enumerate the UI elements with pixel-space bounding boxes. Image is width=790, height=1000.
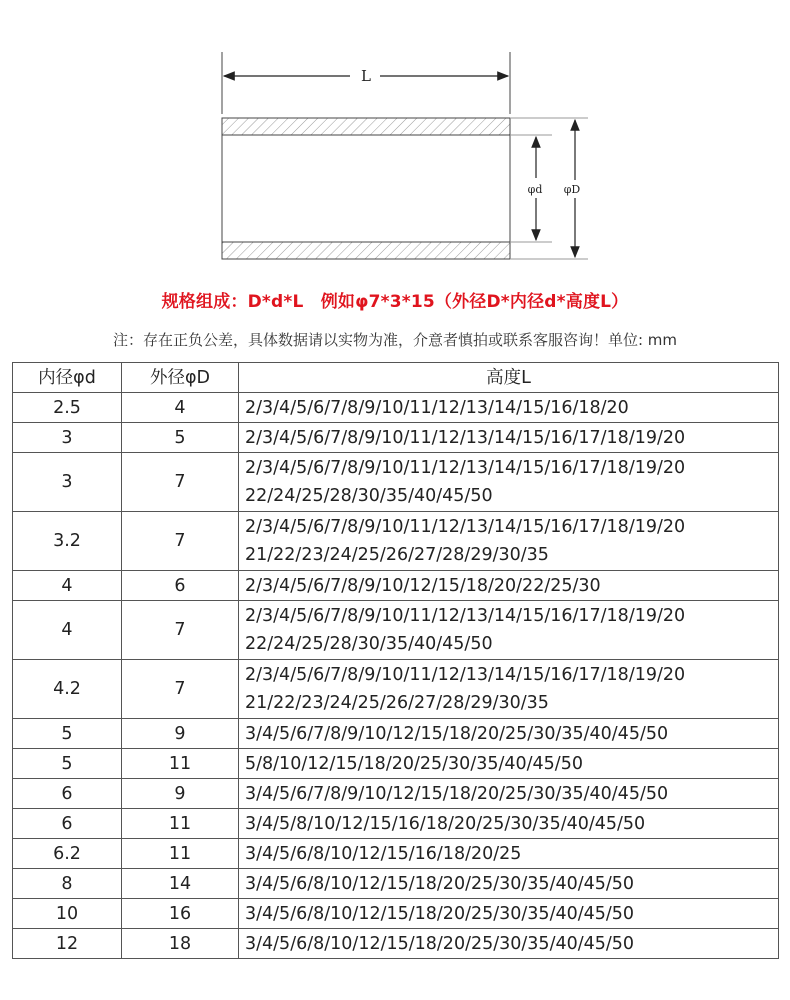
table-row [13,571,779,601]
cell-heights [239,719,779,749]
table-row [13,453,779,512]
cell-outer-diameter: 18 [122,929,239,959]
header-height: 高度L [239,363,779,393]
cell-outer-diameter: 9 [122,719,239,749]
height-values-line: 5/8/10/12/15/18/20/25/30/35/40/45/50 [245,753,583,774]
height-values-line: 2/3/4/5/6/7/8/9/10/11/12/13/14/15/16/18/20 [245,397,629,418]
cell-inner-diameter: 5 [13,749,122,779]
table-row [13,869,779,899]
cell-heights [239,453,779,512]
cell-outer-diameter: 5 [122,423,239,453]
cell-outer-diameter: 11 [122,839,239,869]
table-row [13,719,779,749]
cell-outer-diameter: 7 [122,601,239,660]
cell-heights [239,869,779,899]
height-values-line: 3/4/5/8/10/12/15/16/18/20/25/30/35/40/45/50 [245,813,646,834]
cell-heights [239,749,779,779]
table-row [13,660,779,719]
height-values-line: 2/3/4/5/6/7/8/9/10/11/12/13/14/15/16/17/18/19/20 [245,517,686,537]
outer-diameter-label: φD [563,183,581,196]
height-values-line: 3/4/5/6/8/10/12/15/18/20/25/30/35/40/45/50 [245,873,635,894]
cell-outer-diameter: 11 [122,749,239,779]
table-row [13,839,779,869]
height-values-line: 2/3/4/5/6/7/8/9/10/11/12/13/14/15/16/17/18/19/20 [245,427,686,448]
height-values-line: 3/4/5/6/8/10/12/15/18/20/25/30/35/40/45/50 [245,903,635,924]
cell-outer-diameter: 4 [122,393,239,423]
cell-inner-diameter: 3.2 [13,512,122,571]
height-values-line: 2/3/4/5/6/7/8/9/10/11/12/13/14/15/16/17/18/19/20 [245,458,686,478]
cell-heights [239,660,779,719]
table-row [13,749,779,779]
cell-outer-diameter: 7 [122,512,239,571]
cell-heights [239,393,779,423]
table-row [13,929,779,959]
table-row [13,601,779,660]
length-label: L [361,67,371,85]
cell-heights [239,839,779,869]
table-row [13,393,779,423]
tolerance-note: 注：存在正负公差，具体数据请以实物为准，介意者慎拍或联系客服咨询！单位: mm [112,331,678,349]
height-values-line: 22/24/25/28/30/35/40/45/50 [245,634,493,654]
cell-heights [239,601,779,660]
cell-outer-diameter: 14 [122,869,239,899]
cell-inner-diameter: 4 [13,601,122,660]
table-body [13,393,779,959]
cell-outer-diameter: 7 [122,660,239,719]
cell-inner-diameter: 6 [13,809,122,839]
tube-bore [222,135,510,242]
cell-heights [239,571,779,601]
cell-inner-diameter: 5 [13,719,122,749]
cell-inner-diameter: 8 [13,869,122,899]
height-values-line: 3/4/5/6/8/10/12/15/16/18/20/25 [245,843,522,864]
height-values-line: 2/3/4/5/6/7/8/9/10/12/15/18/20/22/25/30 [245,575,601,596]
cell-heights [239,899,779,929]
height-values-line: 3/4/5/6/8/10/12/15/18/20/25/30/35/40/45/50 [245,933,635,954]
height-values-line: 3/4/5/6/7/8/9/10/12/15/18/20/25/30/35/40/45/50 [245,783,669,804]
table-row [13,423,779,453]
cell-outer-diameter: 9 [122,779,239,809]
cell-heights [239,423,779,453]
cell-inner-diameter: 4 [13,571,122,601]
spec-format-line: 规格组成：D*d*L 例如φ7*3*15（外径D*内径d*高度L） [161,292,629,312]
cell-inner-diameter: 6 [13,779,122,809]
cell-outer-diameter: 6 [122,571,239,601]
cell-inner-diameter: 3 [13,453,122,512]
inner-diameter-label: φd [527,183,543,196]
cell-inner-diameter: 12 [13,929,122,959]
cell-inner-diameter: 3 [13,423,122,453]
table-row [13,809,779,839]
table-header-row [13,363,779,393]
table-row [13,512,779,571]
cell-inner-diameter: 4.2 [13,660,122,719]
cell-inner-diameter: 6.2 [13,839,122,869]
height-values-line: 21/22/23/24/25/26/27/28/29/30/35 [245,545,549,565]
cell-inner-diameter: 2.5 [13,393,122,423]
cell-outer-diameter: 16 [122,899,239,929]
cell-heights [239,809,779,839]
height-values-line: 22/24/25/28/30/35/40/45/50 [245,486,493,506]
height-values-line: 3/4/5/6/7/8/9/10/12/15/18/20/25/30/35/40/45/50 [245,723,669,744]
bushing-diagram [0,0,790,270]
table-row [13,899,779,929]
tube-wall-top [222,118,510,135]
cell-heights [239,929,779,959]
height-values-line: 2/3/4/5/6/7/8/9/10/11/12/13/14/15/16/17/18/19/20 [245,665,686,685]
size-spec-table [12,362,779,959]
cell-outer-diameter: 11 [122,809,239,839]
height-values-line: 21/22/23/24/25/26/27/28/29/30/35 [245,693,549,713]
cell-heights [239,779,779,809]
cell-outer-diameter: 7 [122,453,239,512]
height-values-line: 2/3/4/5/6/7/8/9/10/11/12/13/14/15/16/17/18/19/20 [245,606,686,626]
tube-wall-bottom [222,242,510,259]
header-outer-diameter: 外径φD [122,363,239,393]
header-inner-diameter: 内径φd [13,363,122,393]
cell-inner-diameter: 10 [13,899,122,929]
cell-heights [239,512,779,571]
table-row [13,779,779,809]
